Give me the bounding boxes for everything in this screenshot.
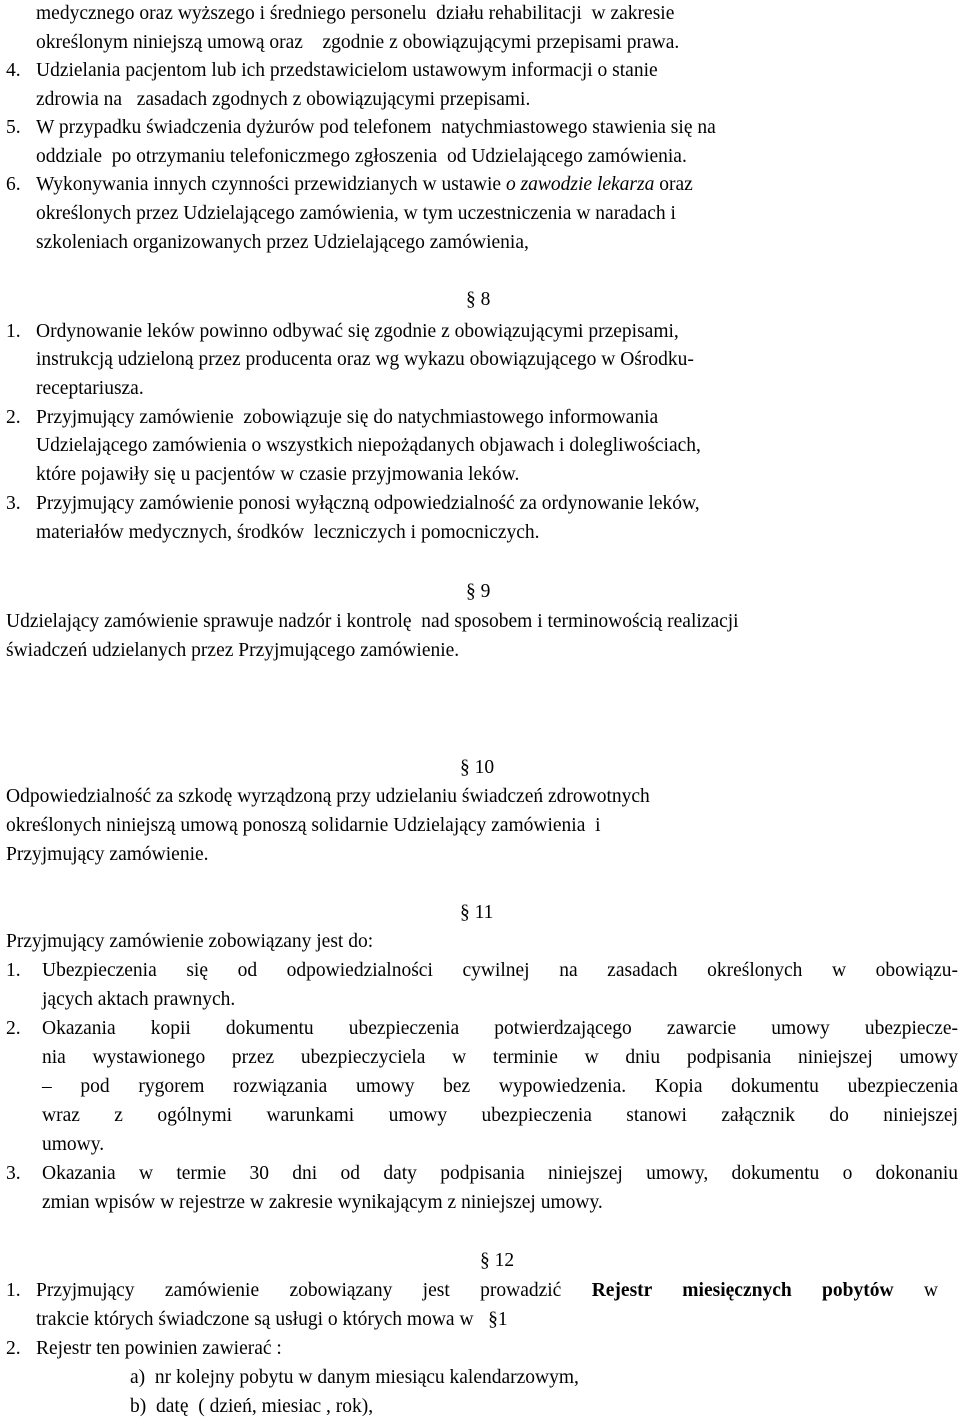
law-title-italic: o zawodzie lekarza	[505, 174, 655, 195]
section-11-item-2-number: 2.	[6, 1018, 21, 1039]
list-item-text: Udzielania pacjentom lub ich przedstawicielom ustawowym informacji o stanie	[36, 60, 658, 81]
list-number: 2.	[6, 407, 21, 428]
section-10-heading: § 10	[460, 757, 495, 778]
list-number: 3.	[6, 493, 21, 514]
section-8-item-3-line-2: materiałów medycznych, środków leczniczych i pomocniczych.	[36, 522, 540, 543]
list-item-6	[6, 175, 693, 195]
section-11-item-1-line-1: Ubezpieczenia się od odpowiedzialności cywilnej na zasadach określonych w obowiązu-	[42, 960, 958, 981]
item-3-continuation-line-2: określonym niniejszą umową oraz zgodnie z obowiązującymi przepisami prawa.	[36, 32, 680, 53]
section-12-item-2	[6, 1339, 282, 1359]
list-item-6-line-3: szkoleniach organizowanych przez Udzielającego zamówienia,	[36, 232, 529, 253]
section-11-intro: Przyjmujący zamówienie zobowiązany jest do:	[6, 931, 374, 952]
register-name-bold: Rejestr miesięcznych pobytów	[591, 1280, 894, 1301]
list-item-4	[6, 61, 658, 81]
list-item-text: W przypadku świadczenia dyżurów pod telefonem natychmiastowego stawienia się na	[36, 117, 716, 138]
section-9-line-1: Udzielający zamówienie sprawuje nadzór i kontrolę nad sposobem i terminowością realizacji	[6, 611, 739, 632]
section-11-heading: § 11	[460, 902, 494, 923]
section-8-item-1	[6, 322, 679, 342]
list-item-text: Przyjmujący zamówienie zobowiązany jest prowadzić	[36, 1280, 592, 1301]
list-number: 5.	[6, 117, 21, 138]
list-number: 1.	[6, 321, 21, 342]
list-item-text-end: w	[893, 1280, 938, 1301]
section-12-heading: § 12	[480, 1250, 515, 1271]
section-11-item-3-number: 3.	[6, 1163, 21, 1184]
list-item-6-line-2: określonych przez Udzielającego zamówienia, w tym uczestniczenia w naradach i	[36, 203, 676, 224]
list-item-text-end: oraz	[654, 174, 693, 195]
section-8-item-2-line-2: Udzielającego zamówienia o wszystkich niepożądanych objawach i dolegliwościach,	[36, 435, 701, 456]
section-9-line-2: świadczeń udzielanych przez Przyjmującego zamówienie.	[6, 640, 460, 661]
section-11-item-2-line-2: nia wystawionego przez ubezpieczyciela w terminie w dniu podpisania niniejszej umowy	[42, 1047, 958, 1068]
list-item-5-line-2: oddziale po otrzymaniu telefoniczmego zgłoszenia od Udzielającego zamówienia.	[36, 146, 687, 167]
section-11-item-3-line-1: Okazania w termie 30 dni od daty podpisania niniejszej umowy, dokumentu o dokonaniu	[42, 1163, 958, 1184]
section-8-item-1-line-2: instrukcją udzieloną przez producenta oraz wg wykazu obowiązującego w Ośrodku-	[36, 349, 694, 370]
section-12-item-2-sub-a: a) nr kolejny pobytu w danym miesiącu kalendarzowym,	[130, 1367, 579, 1388]
list-item-text: Przyjmujący zamówienie ponosi wyłączną odpowiedzialność za ordynowanie leków,	[36, 493, 700, 514]
section-8-item-3	[6, 494, 700, 514]
section-11-item-1-number: 1.	[6, 960, 21, 981]
section-11-item-3-line-2: zmian wpisów w rejestrze w zakresie wynikającym z niniejszej umowy.	[42, 1192, 603, 1213]
list-item-text: Ordynowanie leków powinno odbywać się zgodnie z obowiązującymi przepisami,	[36, 321, 679, 342]
section-11-item-2-line-5: umowy.	[42, 1134, 105, 1155]
list-item-text: Wykonywania innych czynności przewidzianych w ustawie	[36, 174, 506, 195]
section-11-item-1-line-2: jących aktach prawnych.	[42, 989, 236, 1010]
item-3-continuation-line-1: medycznego oraz wyższego i średniego personelu działu rehabilitacji w zakresie	[36, 3, 675, 24]
section-11-item-2-line-4: wraz z ogólnymi warunkami umowy ubezpieczenia stanowi załącznik do niniejszej	[42, 1105, 958, 1126]
section-12-item-1-number: 1.	[6, 1280, 21, 1301]
section-8-item-2	[6, 408, 658, 428]
section-11-item-2-line-3: – pod rygorem rozwiązania umowy bez wypowiedzenia. Kopia dokumentu ubezpieczenia	[42, 1076, 958, 1097]
section-10-line-3: Przyjmujący zamówienie.	[6, 844, 209, 865]
section-12-item-1-line-2: trakcie których świadczone są usługi o których mowa w §1	[36, 1309, 508, 1330]
section-8-item-1-line-3: receptariusza.	[36, 378, 144, 399]
section-12-item-1-line-1	[36, 1281, 938, 1301]
list-item-text: Rejestr ten powinien zawierać :	[36, 1338, 282, 1359]
section-8-heading: § 8	[466, 289, 491, 310]
section-8-item-2-line-3: które pojawiły się u pacjentów w czasie przyjmowania leków.	[36, 464, 520, 485]
list-item-5	[6, 118, 716, 138]
section-10-line-1: Odpowiedzialność za szkodę wyrządzoną przy udzielaniu świadczeń zdrowotnych	[6, 786, 650, 807]
section-11-item-2-line-1: Okazania kopii dokumentu ubezpieczenia potwierdzającego zawarcie umowy ubezpiecze-	[42, 1018, 958, 1039]
list-item-4-line-2: zdrowia na zasadach zgodnych z obowiązującymi przepisami.	[36, 89, 531, 110]
list-item-text: Przyjmujący zamówienie zobowiązuje się do natychmiastowego informowania	[36, 407, 659, 428]
section-12-item-2-sub-b: b) datę ( dzień, miesiac , rok),	[130, 1396, 374, 1417]
list-number: 2.	[6, 1338, 21, 1359]
section-9-heading: § 9	[466, 581, 491, 602]
section-10-line-2: określonych niniejszą umową ponoszą solidarnie Udzielający zamówienia i	[6, 815, 601, 836]
list-number: 6.	[6, 174, 21, 195]
list-number: 4.	[6, 60, 21, 81]
